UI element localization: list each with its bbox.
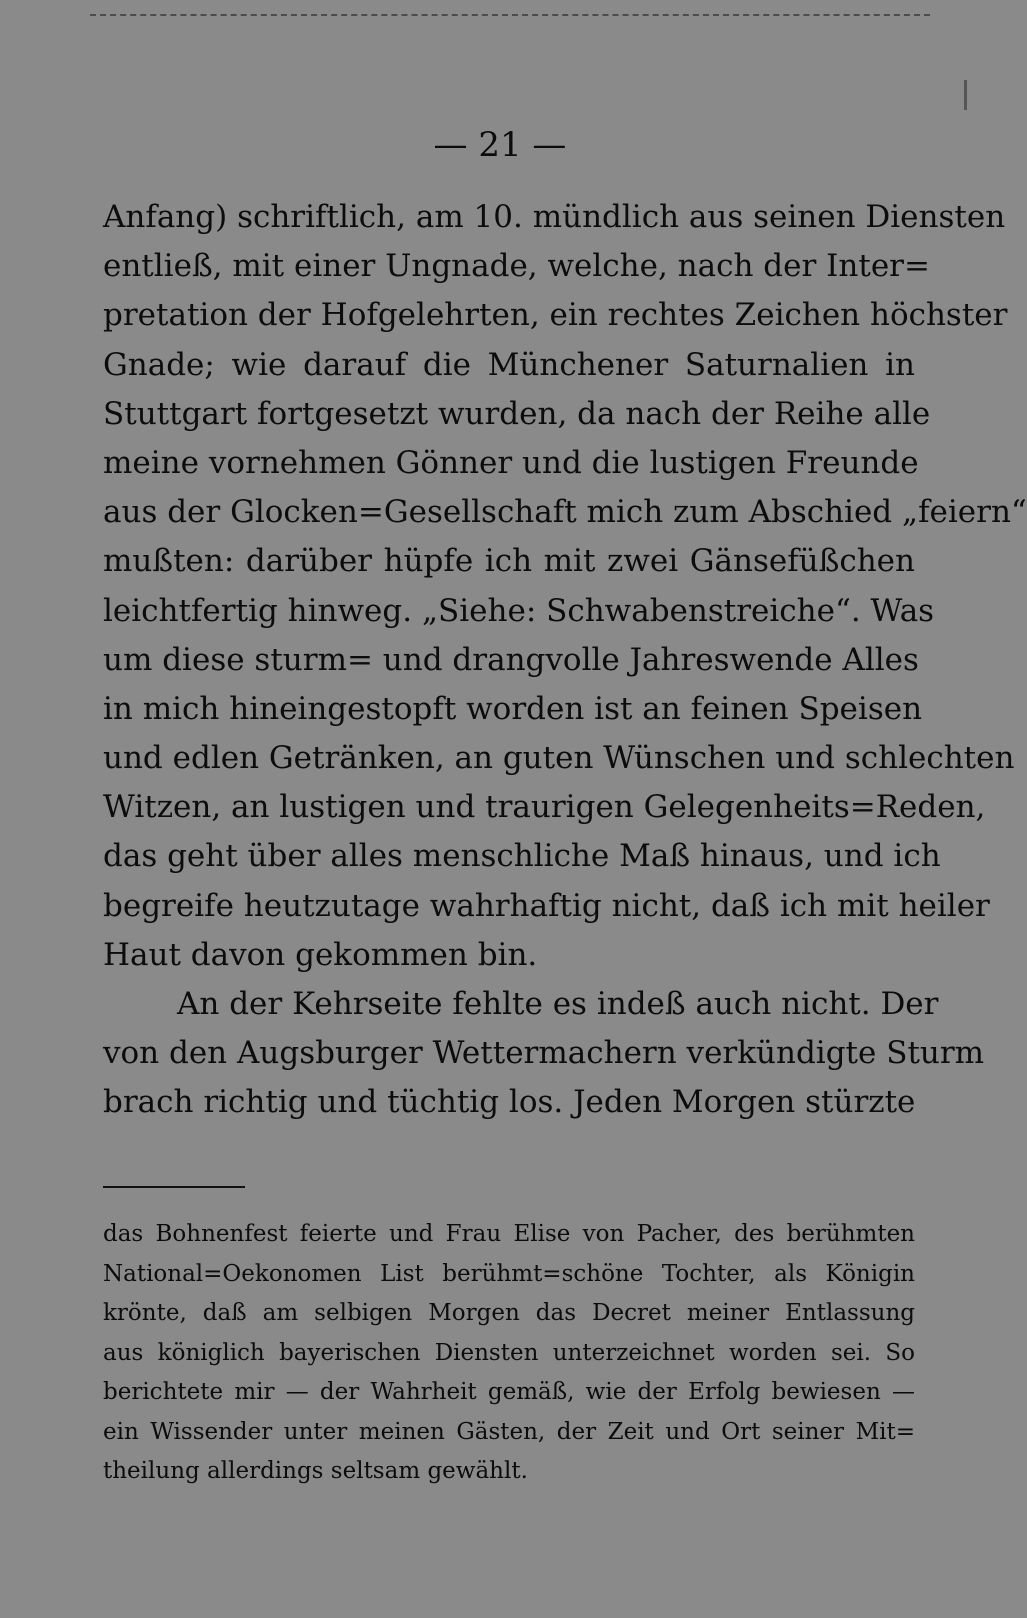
page-number: — 21 — — [433, 125, 567, 165]
main-line-9: leichtfertig hinweg. „Siehe: Schwabenstreiche“. Was — [103, 592, 935, 629]
main-line-8: mußten: darüber hüpfe ich mit zwei Gänsefüßchen — [103, 543, 915, 580]
footnote-divider — [103, 1186, 245, 1188]
main-line-16: Haut davon gekommen bin. — [103, 936, 538, 973]
footnote-line-6: ein Wissender unter meinen Gästen, der Zeit und Ort seiner Mit= — [103, 1418, 915, 1445]
main-line-2: entließ, mit einer Ungnade, welche, nach der Inter= — [103, 248, 930, 285]
main-line-1: Anfang) schriftlich, am 10. mündlich aus seinen Diensten — [103, 199, 1006, 235]
main-line-14: das geht über alles menschliche Maß hinaus, und ich — [103, 838, 941, 875]
main-line-18: von den Augsburger Wettermachern verkündigte Sturm — [103, 1035, 985, 1072]
scan-edge-top — [90, 14, 930, 19]
footnote-line-4: aus königlich bayerischen Diensten unterzeichnet worden sei. So — [103, 1339, 915, 1366]
main-line-4: Gnade; wie darauf die Münchener Saturnalien in — [103, 346, 915, 383]
footnote — [103, 1215, 915, 1492]
footnote-line-2: National=Oekonomen List berühmt=schöne Tochter, als Königin — [103, 1260, 915, 1287]
main-line-19: brach richtig und tüchtig los. Jeden Morgen stürzte — [103, 1084, 916, 1121]
main-line-3: pretation der Hofgelehrten, ein rechtes Zeichen höchster — [103, 297, 1008, 334]
footnote-line-3: krönte, daß am selbigen Morgen das Decret meiner Entlassung — [103, 1300, 915, 1326]
footnote-line-7: theilung allerdings seltsam gewählt. — [103, 1458, 528, 1484]
main-line-17: An der Kehrseite fehlte es indeß auch nicht. Der — [177, 986, 939, 1022]
main-line-15: begreife heutzutage wahrhaftig nicht, daß ich mit heiler — [103, 887, 990, 924]
main-line-13: Witzen, an lustigen und traurigen Gelegenheits=Reden, — [103, 789, 986, 826]
footnote-line-1: das Bohnenfest feierte und Frau Elise von Pacher, des berühmten — [103, 1221, 915, 1247]
main-line-7: aus der Glocken=Gesellschaft mich zum Abschied „feiern“ — [103, 494, 1027, 531]
main-line-11: in mich hineingestopft worden ist an feinen Speisen — [103, 690, 923, 727]
scan-edge-right — [964, 80, 967, 110]
main-line-6: meine vornehmen Gönner und die lustigen Freunde — [103, 444, 919, 481]
main-text — [103, 193, 1027, 1128]
main-line-10: um diese sturm= und drangvolle Jahreswende Alles — [103, 641, 919, 678]
footnote-line-5: berichtete mir — der Wahrheit gemäß, wie der Erfolg bewiesen — — [103, 1379, 915, 1405]
main-line-5: Stuttgart fortgesetzt wurden, da nach der Reihe alle — [103, 395, 931, 432]
main-line-12: und edlen Getränken, an guten Wünschen und schlechten — [103, 740, 1015, 777]
